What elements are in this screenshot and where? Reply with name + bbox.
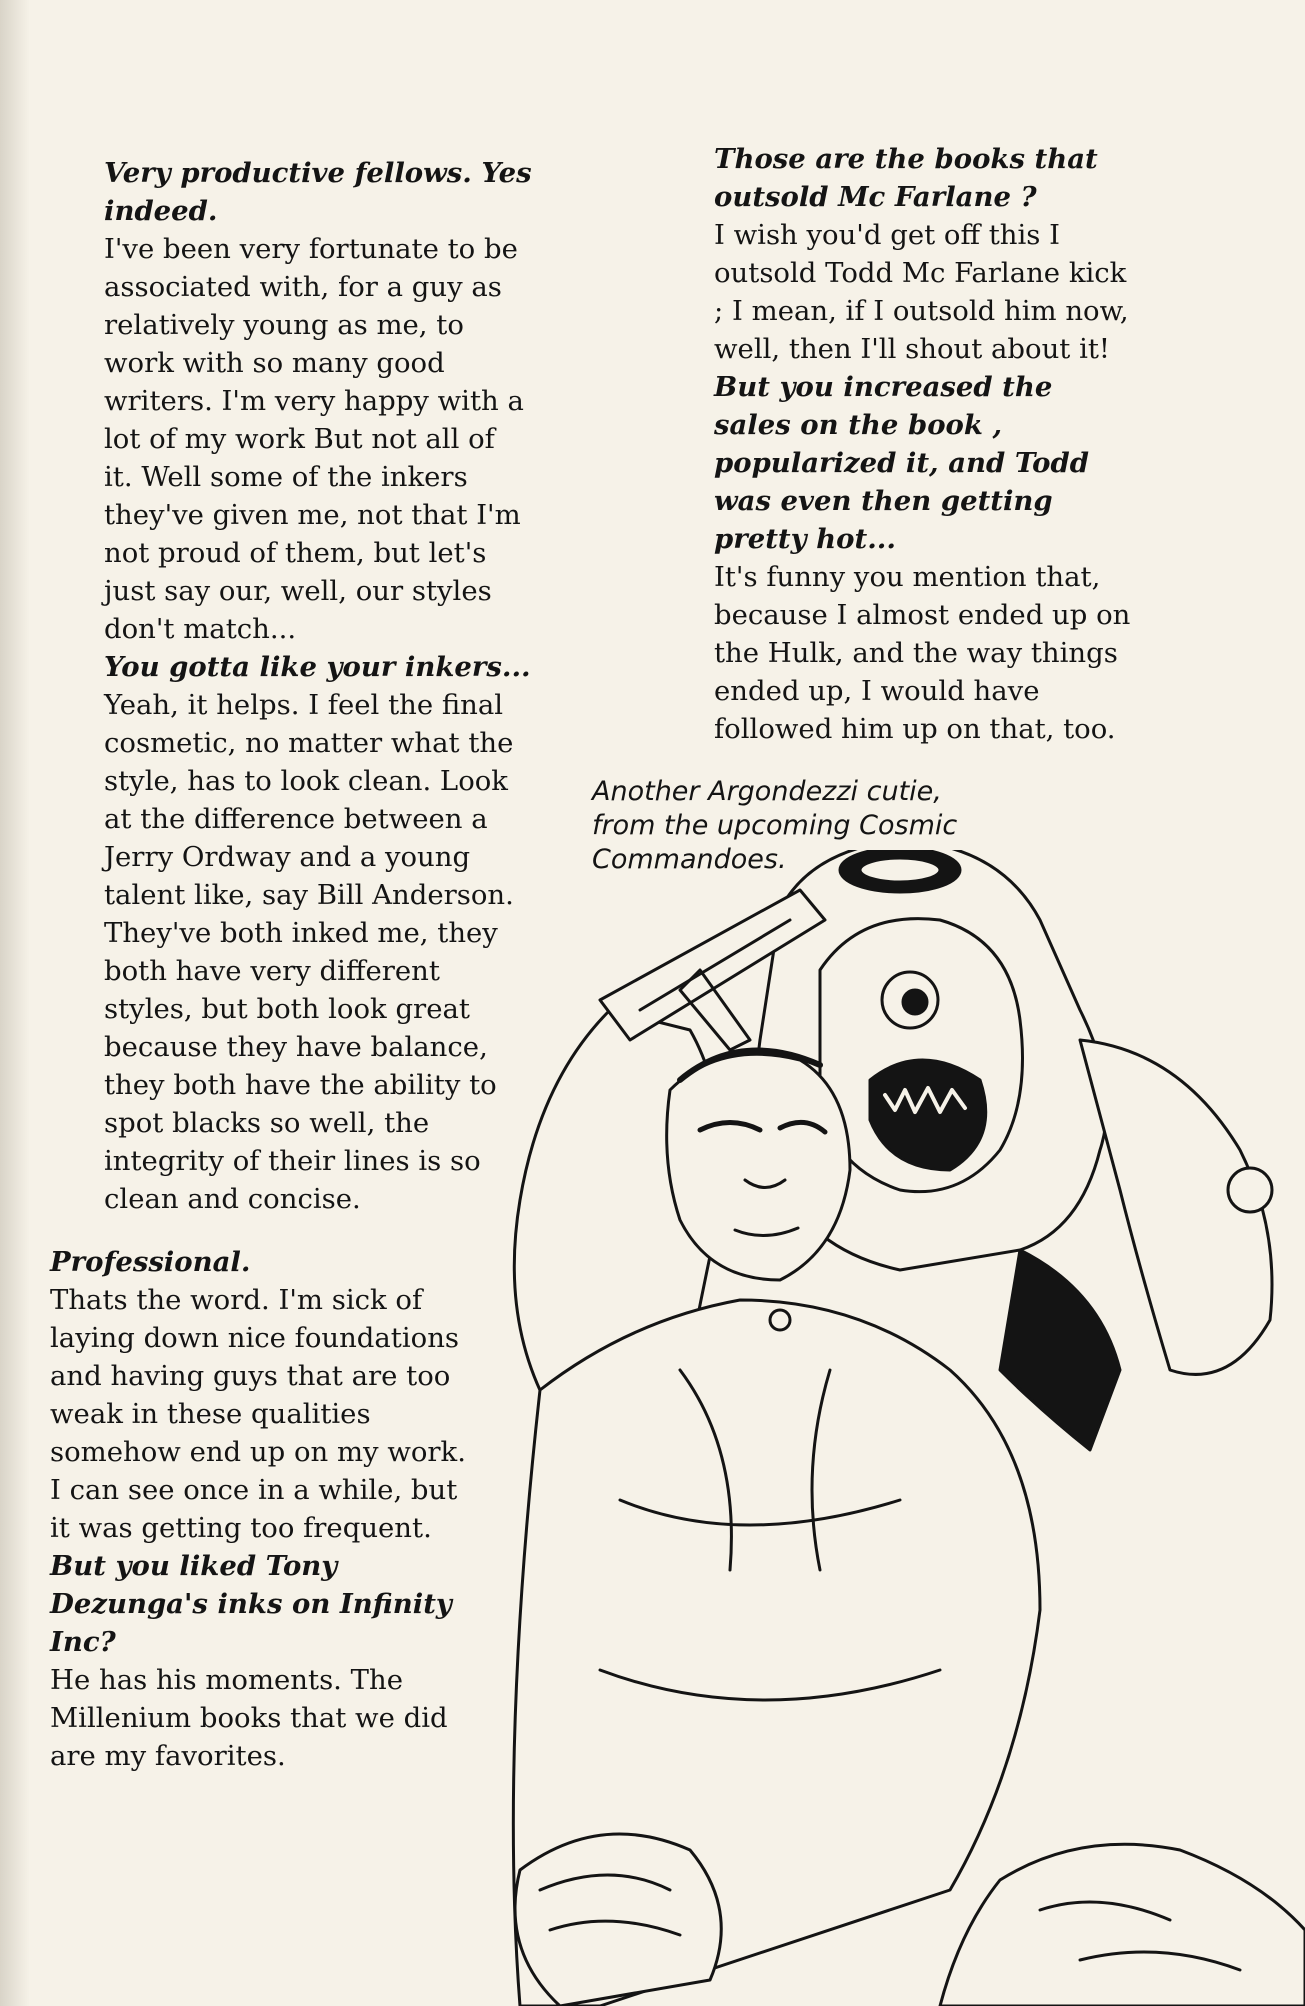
armor-stud — [1228, 1168, 1272, 1212]
page-spine-shadow — [0, 0, 30, 2006]
cosmic-commando-illustration — [480, 850, 1305, 2006]
rocks — [940, 1844, 1305, 2006]
interviewer-question: Professional. — [50, 1246, 251, 1278]
caption-line: from the upcoming Cosmic — [592, 810, 958, 841]
artist-answer: It's funny you mention that, because I almost ended up on the Hulk, and the way things ended up, I would have followed him up on that, too. — [714, 561, 1131, 745]
artist-answer: He has his moments. The Millenium books that we did are my favorites. — [50, 1664, 448, 1772]
artist-answer: Yeah, it helps. I feel the final cosmetic, no matter what the style, has to look clean. Look at the difference between a Jerry Ordway and a young talent like, say Bill Anderson. They've both inked me, they both have very different styles, but both look great because they have balance, they both have the ability to spot blacks so well, the integrity of their lines is so clean and concise. — [104, 689, 514, 1215]
artist-answer: I wish you'd get off this I outsold Todd Mc Farlane kick ; I mean, if I outsold him now, well, then I'll shout about it! — [714, 219, 1129, 365]
interviewer-question: Very productive fellows. Yes indeed. — [104, 157, 532, 227]
interview-column-3 — [714, 140, 1134, 748]
interviewer-question: But you liked Tony Dezunga's inks on Infinity Inc? — [50, 1550, 452, 1658]
caption-line: Commandoes. — [592, 844, 787, 875]
artist-answer: I've been very fortunate to be associated with, for a guy as relatively young as me, to work with so many good writers. I'm very happy with a lot of my work But not all of it. Well some of the inkers they've given me, not that I'm not proud of them, but let's just say our, well, our styles don't match... — [104, 233, 524, 645]
interviewer-question: You gotta like your inkers... — [104, 651, 531, 683]
interviewer-question: But you increased the sales on the book , popularized it, and Todd was even then getting pretty hot... — [714, 371, 1089, 555]
artist-answer: Thats the word. I'm sick of laying down nice foundations and having guys that are too weak in these qualities somehow end up on my work. I can see once in a while, but it was getting too frequent. — [50, 1284, 466, 1544]
interviewer-question: Those are the books that outsold Mc Farlane ? — [714, 143, 1098, 213]
caption-line: Another Argondezzi cutie, — [592, 776, 942, 807]
interview-column-2 — [50, 1243, 480, 1775]
gauntlet — [515, 1834, 721, 2006]
interview-column-1 — [104, 154, 532, 1218]
